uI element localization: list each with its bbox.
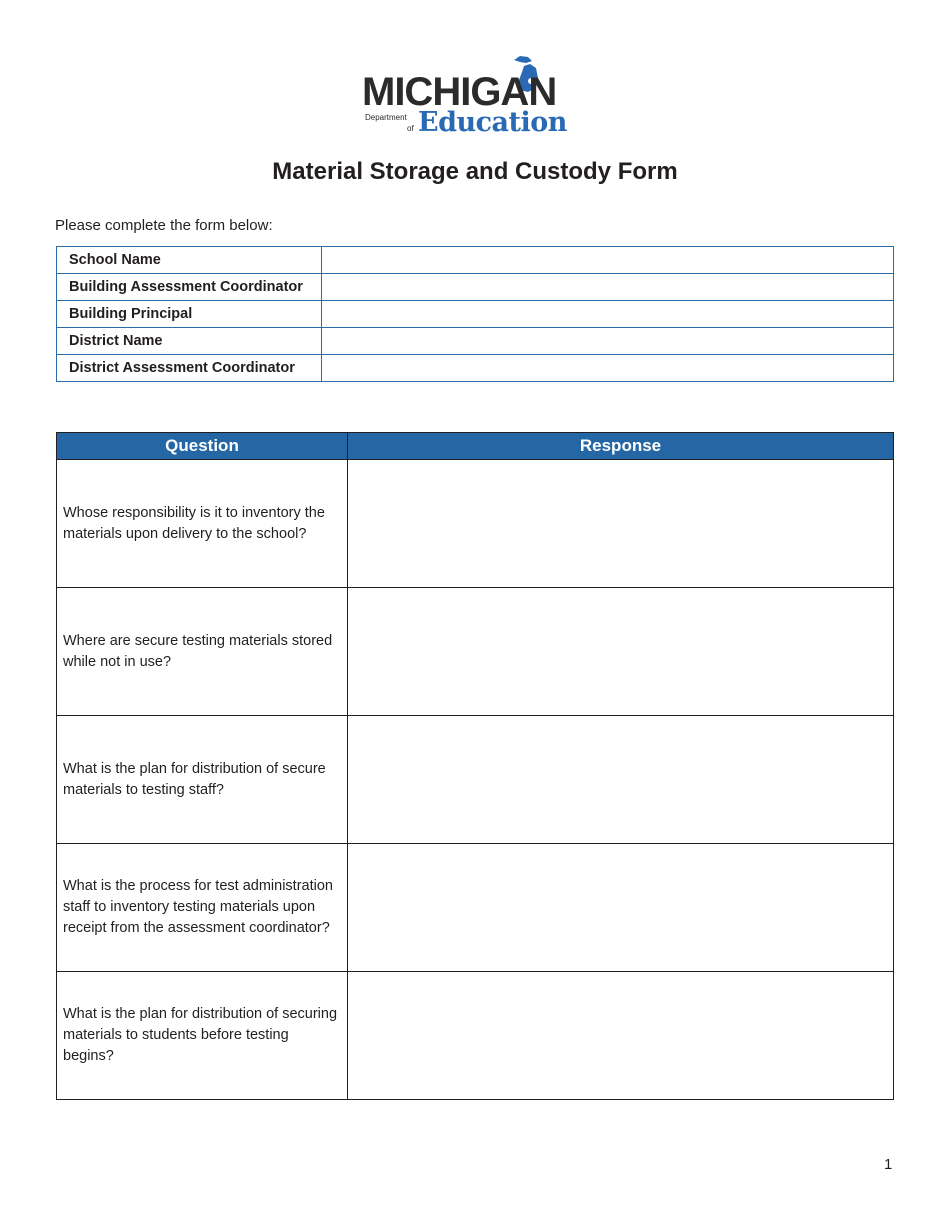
response-field[interactable]: [348, 972, 894, 1100]
question-column-header: Question: [57, 433, 348, 460]
question-response-table: [56, 432, 894, 1100]
info-value-field[interactable]: [322, 274, 894, 301]
info-value-field[interactable]: [322, 301, 894, 328]
info-label: District Name: [57, 328, 322, 355]
info-row: [57, 274, 894, 301]
form-instructions: Please complete the form below:: [55, 217, 273, 234]
info-value-field[interactable]: [322, 355, 894, 382]
table-row: [57, 972, 894, 1100]
response-field[interactable]: [348, 844, 894, 972]
question-cell: Where are secure testing materials stored while not in use?: [57, 588, 348, 716]
question-cell: Whose responsibility is it to inventory the materials upon delivery to the school?: [57, 460, 348, 588]
info-row: [57, 301, 894, 328]
question-cell: What is the process for test administration staff to inventory testing materials upon receipt from the assessment coordinator?: [57, 844, 348, 972]
info-row: [57, 247, 894, 274]
table-row: [57, 844, 894, 972]
school-info-table: [56, 246, 894, 382]
info-label: Building Assessment Coordinator: [57, 274, 322, 301]
table-row: [57, 460, 894, 588]
response-field[interactable]: [348, 460, 894, 588]
response-field[interactable]: [348, 716, 894, 844]
logo-department-text: Department: [365, 113, 407, 122]
table-header-row: [57, 433, 894, 460]
logo-michigan-text: MICHIGAN: [362, 70, 557, 114]
info-label: Building Principal: [57, 301, 322, 328]
page-number: 1: [884, 1156, 893, 1173]
info-value-field[interactable]: [322, 328, 894, 355]
question-cell: What is the plan for distribution of secure materials to testing staff?: [57, 716, 348, 844]
info-label: School Name: [57, 247, 322, 274]
question-cell: What is the plan for distribution of securing materials to students before testing begins?: [57, 972, 348, 1100]
info-label: District Assessment Coordinator: [57, 355, 322, 382]
table-row: [57, 716, 894, 844]
response-field[interactable]: [348, 588, 894, 716]
info-row: [57, 355, 894, 382]
michigan-education-logo: [362, 54, 592, 144]
page-title: Material Storage and Custody Form: [272, 158, 678, 185]
response-column-header: Response: [348, 433, 894, 460]
info-value-field[interactable]: [322, 247, 894, 274]
logo-education-text: Education: [418, 107, 567, 138]
table-row: [57, 588, 894, 716]
logo-of-text: of: [407, 124, 414, 133]
info-row: [57, 328, 894, 355]
